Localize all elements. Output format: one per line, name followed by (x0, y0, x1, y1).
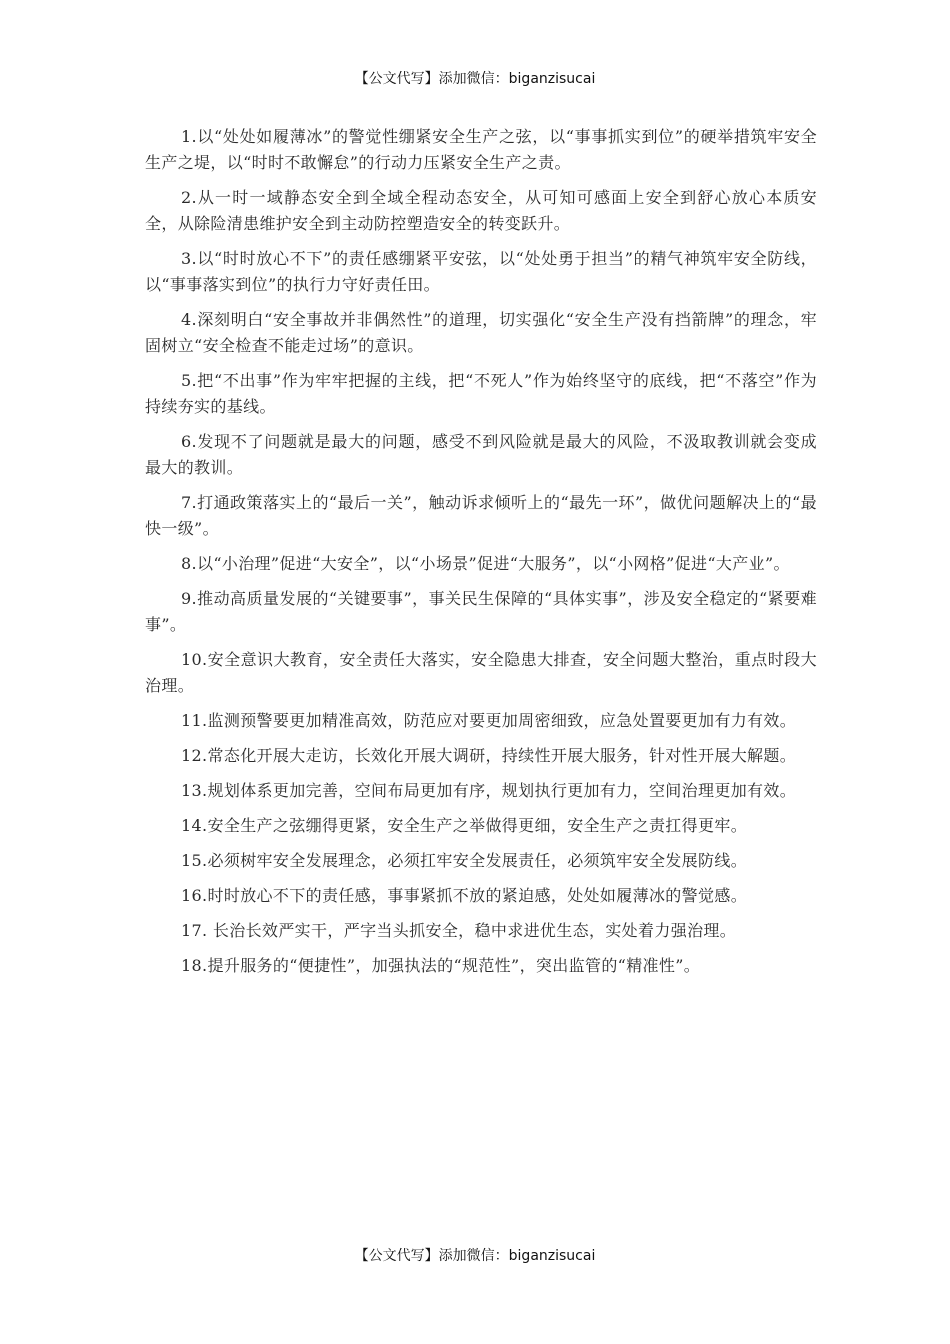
paragraph-6: 6.发现不了问题就是最大的问题，感受不到风险就是最大的风险，不汲取教训就会变成最大的教训。 (145, 432, 817, 477)
paragraph-17: 17. 长治长效严实干，严字当头抓安全，稳中求进优生态，实处着力强治理。 (181, 921, 737, 940)
paragraph-11: 11.监测预警要更加精准高效，防范应对要更加周密细致，应急处置要更加有力有效。 (181, 711, 797, 730)
page-header: 【公文代写】添加微信：biganzisucai (354, 71, 596, 87)
paragraph-3: 3.以“时时放心不下”的责任感绷紧平安弦，以“处处勇于担当”的精气神筑牢安全防线，以“事事落实到位”的执行力守好责任田。 (145, 249, 817, 294)
paragraph-12: 12.常态化开展大走访，长效化开展大调研，持续性开展大服务，针对性开展大解题。 (181, 746, 797, 765)
paragraph-10: 10.安全意识大教育，安全责任大落实，安全隐患大排查，安全问题大整治，重点时段大治理。 (145, 650, 817, 695)
document-body (145, 124, 817, 988)
paragraph-7: 7.打通政策落实上的“最后一关”，触动诉求倾听上的“最先一环”，做优问题解决上的“最快一级”。 (145, 493, 817, 538)
page-footer: 【公文代写】添加微信：biganzisucai (354, 1248, 596, 1264)
paragraph-8: 8.以“小治理”促进“大安全”，以“小场景”促进“大服务”，以“小网格”促进“大产业”。 (181, 554, 790, 573)
paragraph-1: 1.以“处处如履薄冰”的警觉性绷紧安全生产之弦，以“事事抓实到位”的硬举措筑牢安全生产之堤，以“时时不敢懈怠”的行动力压紧安全生产之责。 (145, 127, 817, 172)
paragraph-18: 18.提升服务的“便捷性”，加强执法的“规范性”，突出监管的“精准性”。 (181, 956, 701, 975)
paragraph-15: 15.必须树牢安全发展理念，必须扛牢安全发展责任，必须筑牢安全发展防线。 (181, 851, 748, 870)
paragraph-16: 16.时时放心不下的责任感，事事紧抓不放的紧迫感，处处如履薄冰的警觉感。 (181, 886, 748, 905)
paragraph-4: 4.深刻明白“安全事故并非偶然性”的道理，切实强化“安全生产没有挡箭牌”的理念，牢固树立“安全检查不能走过场”的意识。 (145, 310, 817, 355)
paragraph-13: 13.规划体系更加完善，空间布局更加有序，规划执行更加有力，空间治理更加有效。 (181, 781, 797, 800)
paragraph-5: 5.把“不出事”作为牢牢把握的主线，把“不死人”作为始终坚守的底线，把“不落空”作为持续夯实的基线。 (145, 371, 817, 416)
paragraph-14: 14.安全生产之弦绷得更紧，安全生产之举做得更细，安全生产之责扛得更牢。 (181, 816, 748, 835)
paragraph-2: 2.从一时一域静态安全到全域全程动态安全，从可知可感面上安全到舒心放心本质安全，从除险清患维护安全到主动防控塑造安全的转变跃升。 (145, 188, 817, 233)
paragraph-9: 9.推动高质量发展的“关键要事”，事关民生保障的“具体实事”，涉及安全稳定的“紧要难事”。 (145, 589, 817, 634)
